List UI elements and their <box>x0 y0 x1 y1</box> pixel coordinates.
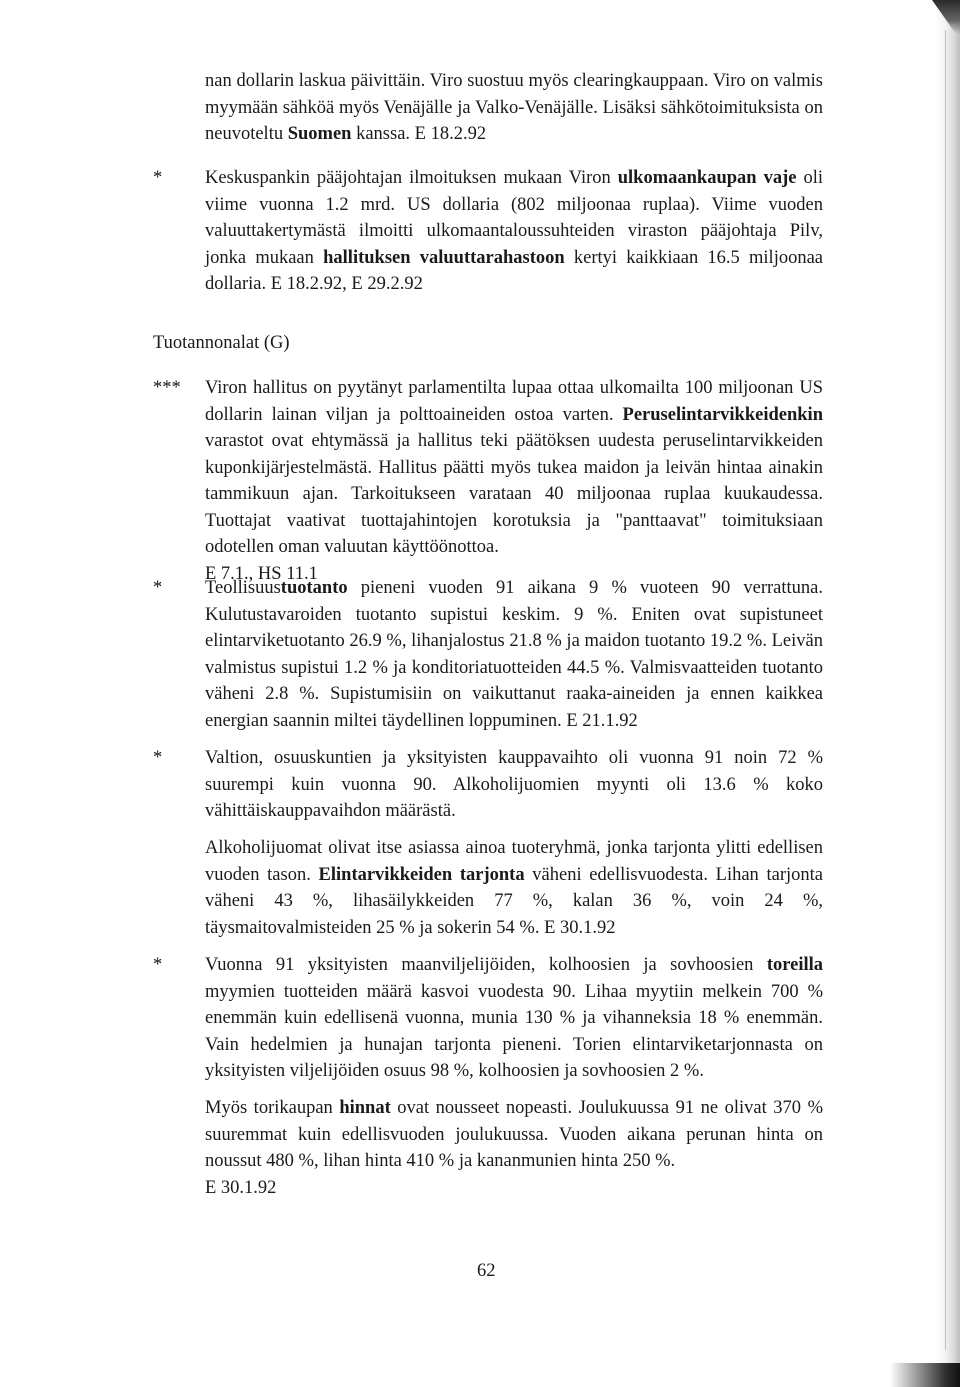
bold-term: hinnat <box>339 1098 391 1118</box>
scan-corner-bottom <box>890 1363 960 1387</box>
paragraph-text: kertyi kaikkiaan 16.5 miljoonaa dollaria. E 18.2.92, E 29.2.92 <box>205 247 824 294</box>
bullet-paragraph-loan <box>205 375 823 587</box>
paragraph-text: varastot ovat ehtymässä ja hallitus teki päätöksen uudesta peruselintarvikkeiden kuponkijärjestelmästä. Hallitus päätti myös tukea maidon ja leivän hintaa ainakin tammikuun ajan. Tarkoitukseen varataan 40 miljoonaa ruplaa kuukaudessa. Tuottajat vaativat tuottajahintojen korotuksia ja "panttaavat" toimituksiaan odotellen oman valuutan käyttöönottoa. <box>205 431 823 557</box>
paragraph-text: nan dollarin laskua päivittäin. Viro suostuu myös clearingkauppaan. Viro on valmis myymään sähköä myös Venäjälle ja Valko-Venäjälle. Lisäksi sähkötoimituksista on neuvoteltu <box>205 71 823 144</box>
paragraph-text: pieneni vuoden 91 aikana 9 % vuoteen 90 verrattuna. Kulutustavaroiden tuotanto supistui keskim. 9 %. Eniten ovat supistuneet elintarviketuotanto 26.9 %, lihanjalostus 21.8 % ja maidon tuotanto 19.2 %. Leivän valmistus supistui 1.2 % ja konditoriatuotteiden 44.5 %. Valmisvaatteiden tuotanto väheni 2.8 %. Supistumisiin on vaikuttanut raaka-aineiden ja ennen kaikkea energian saannin miltei täydellinen loppuminen. E 21.1.92 <box>205 578 823 731</box>
bullet-paragraph-markets <box>205 952 823 1085</box>
bullet-marker: * <box>153 748 163 768</box>
page-number: 62 <box>477 1261 496 1281</box>
scan-edge-shadow <box>936 0 960 1387</box>
paragraph-text: Valtion, osuuskuntien ja yksityisten kauppavaihto oli vuonna 91 noin 72 % suurempi kuin vuonna 90. Alkoholijuomien myynti oli 13.6 % koko vähittäiskauppavaihdon määrästä. <box>205 748 823 821</box>
paragraph-market-prices <box>205 1095 823 1201</box>
paragraph-text: Alkoholijuomat olivat itse asiassa ainoa tuoteryhmä, jonka tarjonta ylitti edellisen vuoden tason. <box>205 838 823 885</box>
paragraph-text: Viron hallitus on pyytänyt parlamentilta lupaa ottaa ulkomailta 100 miljoonan US dollarin lainan viljan ja polttoaineiden ostoa varten. <box>205 378 823 425</box>
scan-edge-line <box>945 30 946 1350</box>
paragraph-text: Myös torikaupan <box>205 1098 340 1118</box>
bullet-marker: * <box>153 578 163 598</box>
paragraph-text: kanssa. E 18.2.92 <box>351 124 487 144</box>
paragraph-text: väheni edellisvuodesta. Lihan tarjonta väheni 43 %, lihasäilykkeiden 77 %, kalan 36 %, voin 24 %, täysmaitovalmisteiden 25 % ja sokerin 54 %. E 30.1.92 <box>205 864 823 938</box>
bold-term: Elintarvikkeiden tarjonta <box>318 864 525 885</box>
source-reference: E 7.1., HS 11.1 <box>205 563 318 584</box>
paragraph-text: ovat nousseet nopeasti. Joulukuussa 91 ne olivat 370 % suuremmat kuin edellisvuoden joulukuussa. Vuoden aikana perunan hinta on noussut 480 %, lihan hinta 410 % ja kananmunien hinta 250 %. <box>205 1098 823 1171</box>
bullet-marker: * <box>153 955 163 975</box>
bullet-marker: *** <box>153 378 181 398</box>
bold-term: hallituksen valuuttarahastoon <box>323 247 565 268</box>
bullet-paragraph-industry <box>205 575 823 734</box>
paragraph-text: Keskuspankin pääjohtajan ilmoituksen mukaan Viron <box>205 168 618 188</box>
paragraph-continuation <box>205 68 823 148</box>
paragraph-text: myymien tuotteiden määrä kasvoi vuodesta 90. Lihaa myytiin melkein 700 % enemmän kuin edellisenä vuonna, munia 130 % ja vihanneksia 18 % enemmän. Vain hedelmien ja hunajan tarjonta pieneni. Torien elintarviketarjonnasta on yksityisten viljelijöiden osuus 98 %, kolhoosien ja sovhoosien 2 %. <box>205 981 823 1081</box>
bullet-paragraph-retail <box>205 745 823 825</box>
paragraph-text: Teollisuus <box>205 578 281 598</box>
paragraph-text: oli viime vuonna 1.2 mrd. US dollaria (802 miljoonaa ruplaa). Viime vuoden valuuttakertymästä ilmoitti ulkomaantaloussuhteiden viraston pääjohtaja Pilv, jonka mukaan <box>205 168 823 268</box>
bold-term: ulkomaankaupan vaje <box>617 168 797 188</box>
bold-term: Peruselintarvikkeidenkin <box>622 404 823 425</box>
source-reference: E 30.1.92 <box>205 1177 277 1198</box>
paragraph-text: Vuonna 91 yksityisten maanviljelijöiden, kolhoosien ja sovhoosien <box>205 955 767 975</box>
bold-term: toreilla <box>766 955 823 975</box>
bullet-paragraph-trade-deficit <box>205 165 823 298</box>
bold-term: Suomen <box>287 124 352 144</box>
bullet-marker: * <box>153 168 163 188</box>
bold-term: tuotanto <box>280 578 348 598</box>
paragraph-food-supply <box>205 835 823 941</box>
section-heading: Tuotannonalat (G) <box>153 333 290 353</box>
